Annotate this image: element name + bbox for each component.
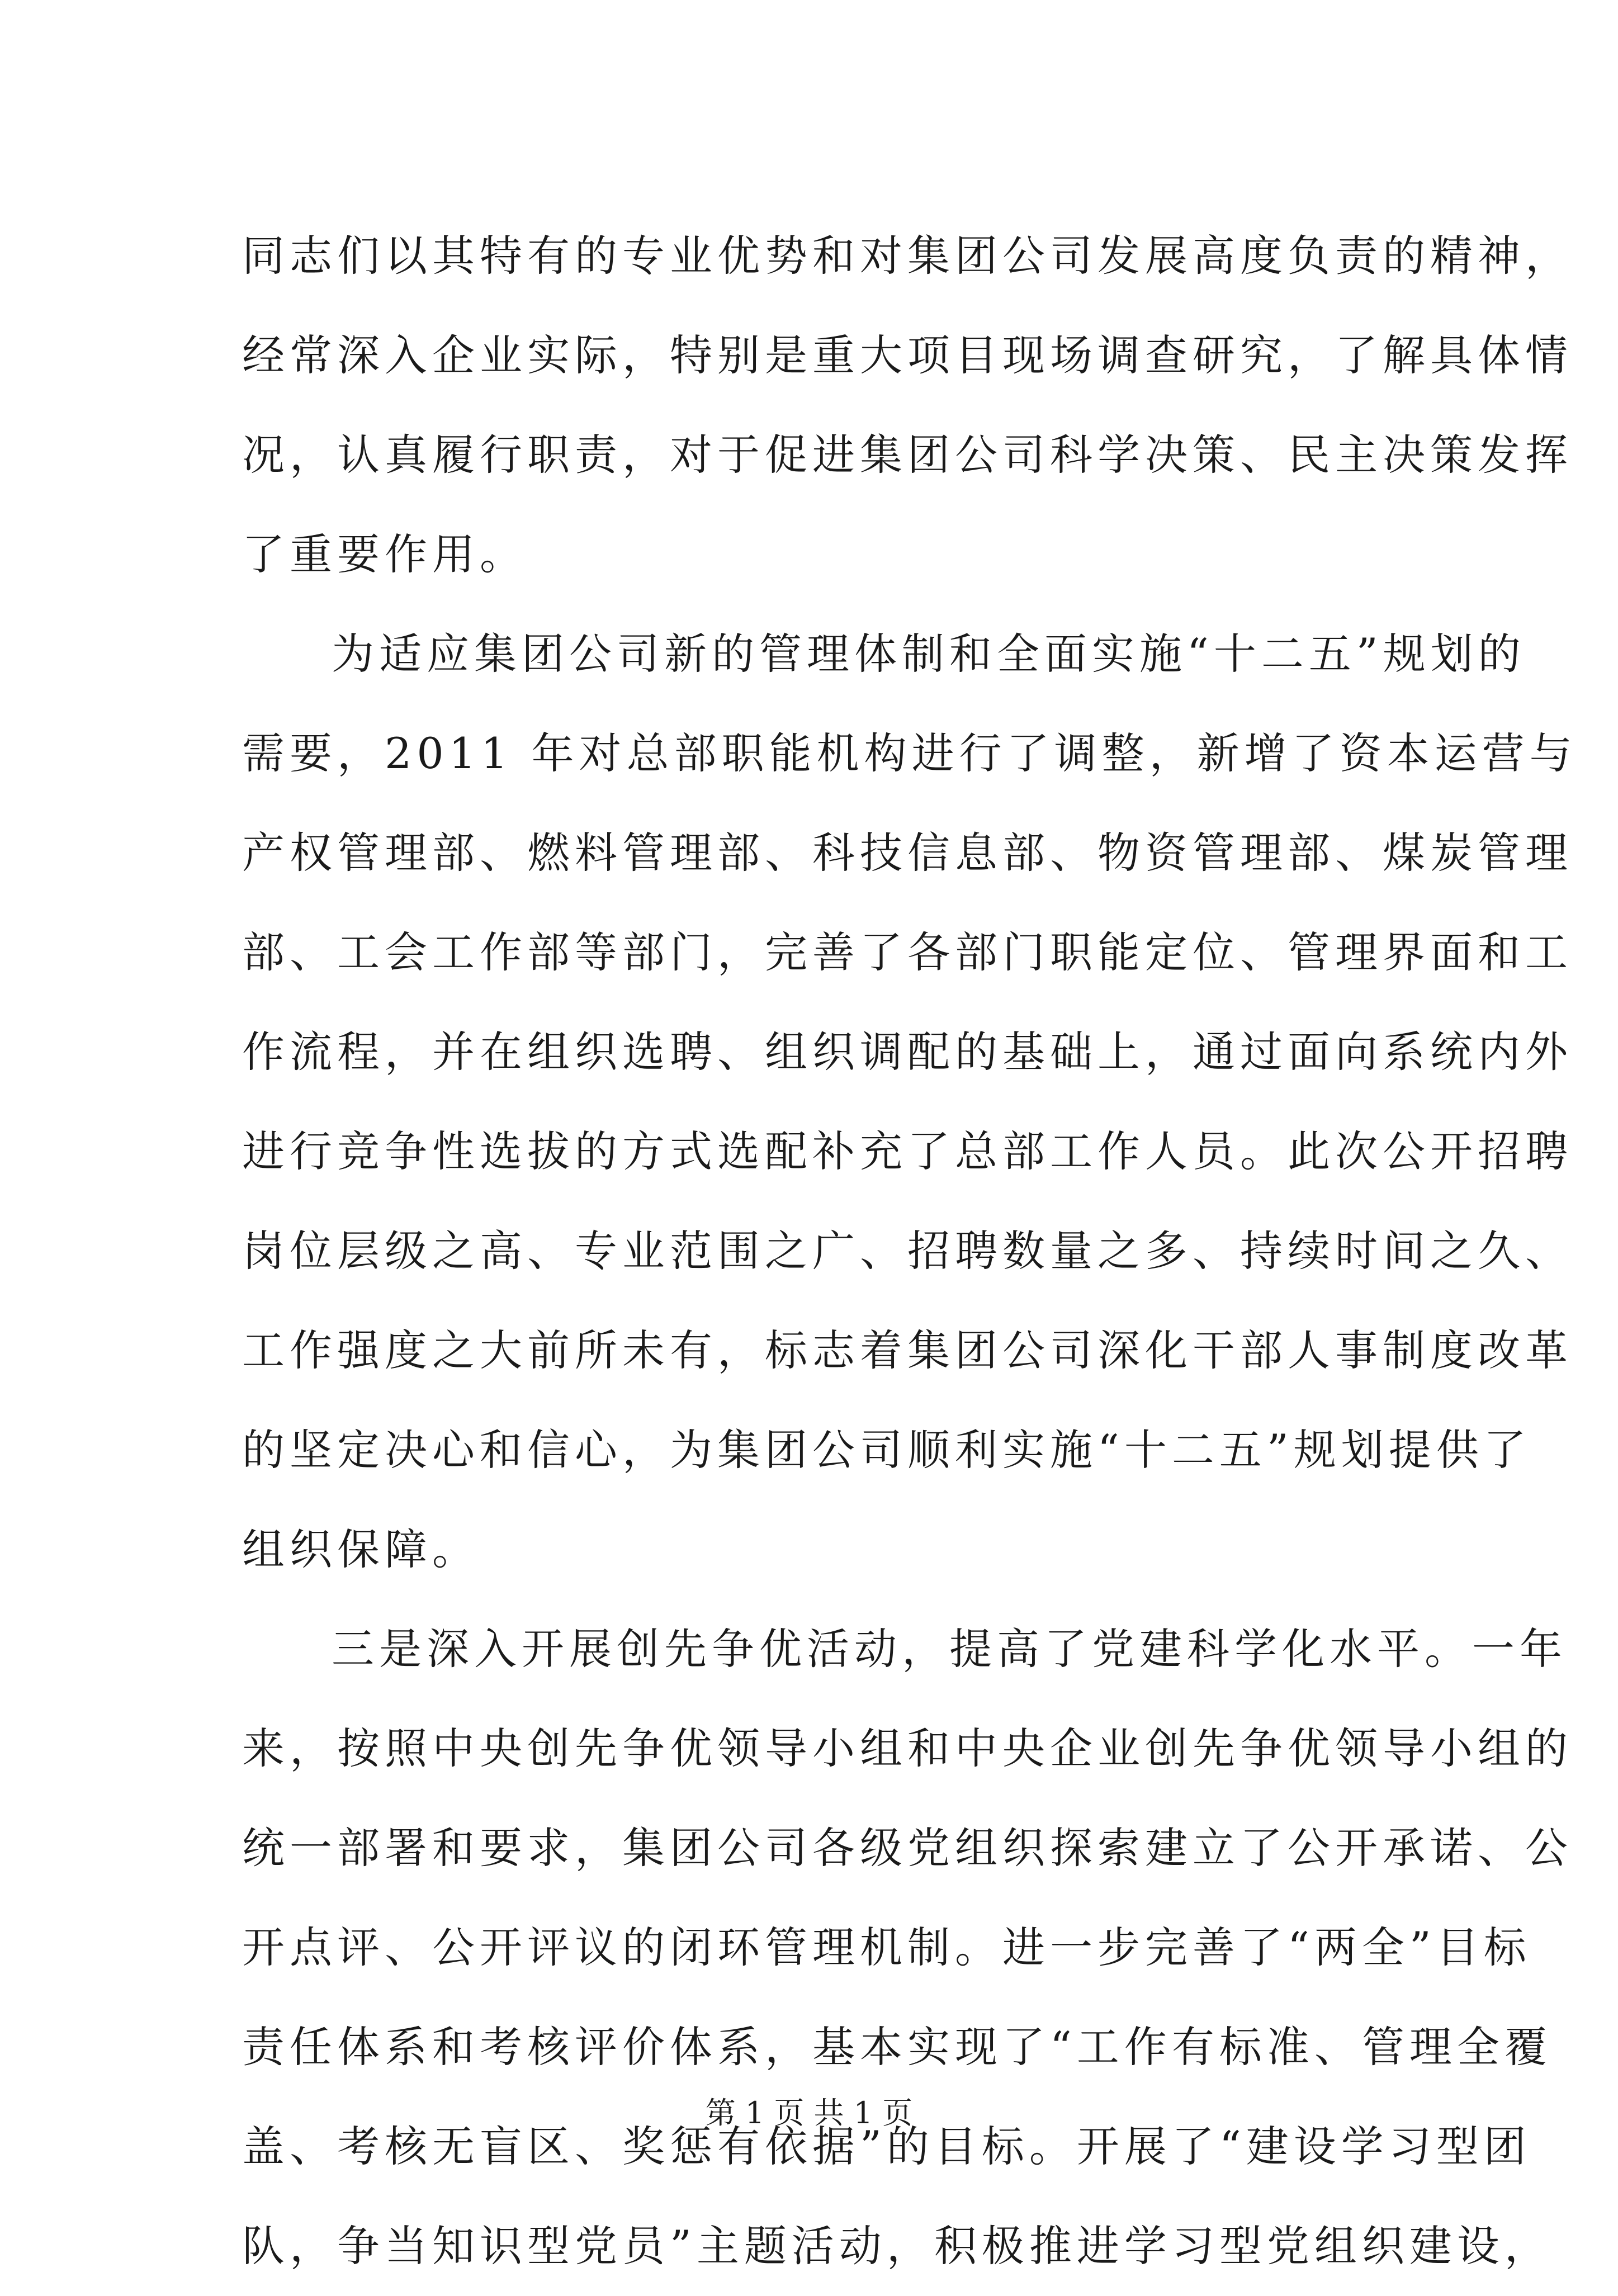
text-line: 岗位层级之高、专业范围之广、招聘数量之多、持续时间之久、 (242, 1226, 1573, 1276)
text-line: 三是深入开展创先争优活动，提高了党建科学化水平。一年 (332, 1624, 1567, 1674)
text-line: 责任体系和考核评价体系，基本实现了“工作有标准、管理全覆 (242, 2022, 1552, 2072)
text-line: 部、工会工作部等部门，完善了各部门职能定位、管理界面和工 (242, 927, 1573, 977)
text-line: 开点评、公开评议的闭环管理机制。进一步完善了“两全”目标 (242, 1923, 1531, 1972)
text-line: 同志们以其特有的专业优势和对集团公司发展高度负责的精神， (242, 231, 1573, 281)
text-line: 了重要作用。 (242, 529, 527, 579)
text-line: 组织保障。 (242, 1525, 480, 1574)
text-line: 盖、考核无盲区、奖惩有依据”的目标。开展了“建设学习型团 (242, 2122, 1531, 2171)
text-line: 进行竞争性选拔的方式选配补充了总部工作人员。此次公开招聘 (242, 1126, 1573, 1176)
paragraph (242, 1599, 1573, 2296)
text-line: 工作强度之大前所未有，标志着集团公司深化干部人事制度改革 (242, 1325, 1573, 1375)
text-line: 统一部署和要求，集团公司各级党组织探索建立了公开承诺、公 (242, 1823, 1573, 1873)
text-line: 需要，2011 年对总部职能机构进行了调整，新增了资本运营与 (242, 728, 1577, 778)
paragraph (242, 604, 1577, 1599)
document-body (242, 206, 1577, 2296)
text-line: 作流程，并在组织选聘、组织调配的基础上，通过面向系统内外 (242, 1027, 1573, 1077)
text-line: 况，认真履行职责，对于促进集团公司科学决策、民主决策发挥 (242, 430, 1573, 480)
text-line: 来，按照中央创先争优领导小组和中央企业创先争优领导小组的 (242, 1724, 1573, 1773)
text-line: 队，争当知识型党员”主题活动，积极推进学习型党组织建设， (242, 2221, 1552, 2271)
paragraph (242, 206, 1573, 604)
text-line: 产权管理部、燃料管理部、科技信息部、物资管理部、煤炭管理 (242, 828, 1573, 878)
text-line: 为适应集团公司新的管理体制和全面实施“十二五”规划的 (332, 629, 1526, 679)
text-line: 经常深入企业实际，特别是重大项目现场调查研究，了解具体情 (242, 330, 1573, 380)
text-line: 的坚定决心和信心，为集团公司顺利实施“十二五”规划提供了 (242, 1425, 1531, 1475)
page-footer: 第 1 页 共 1 页 (705, 2095, 913, 2131)
